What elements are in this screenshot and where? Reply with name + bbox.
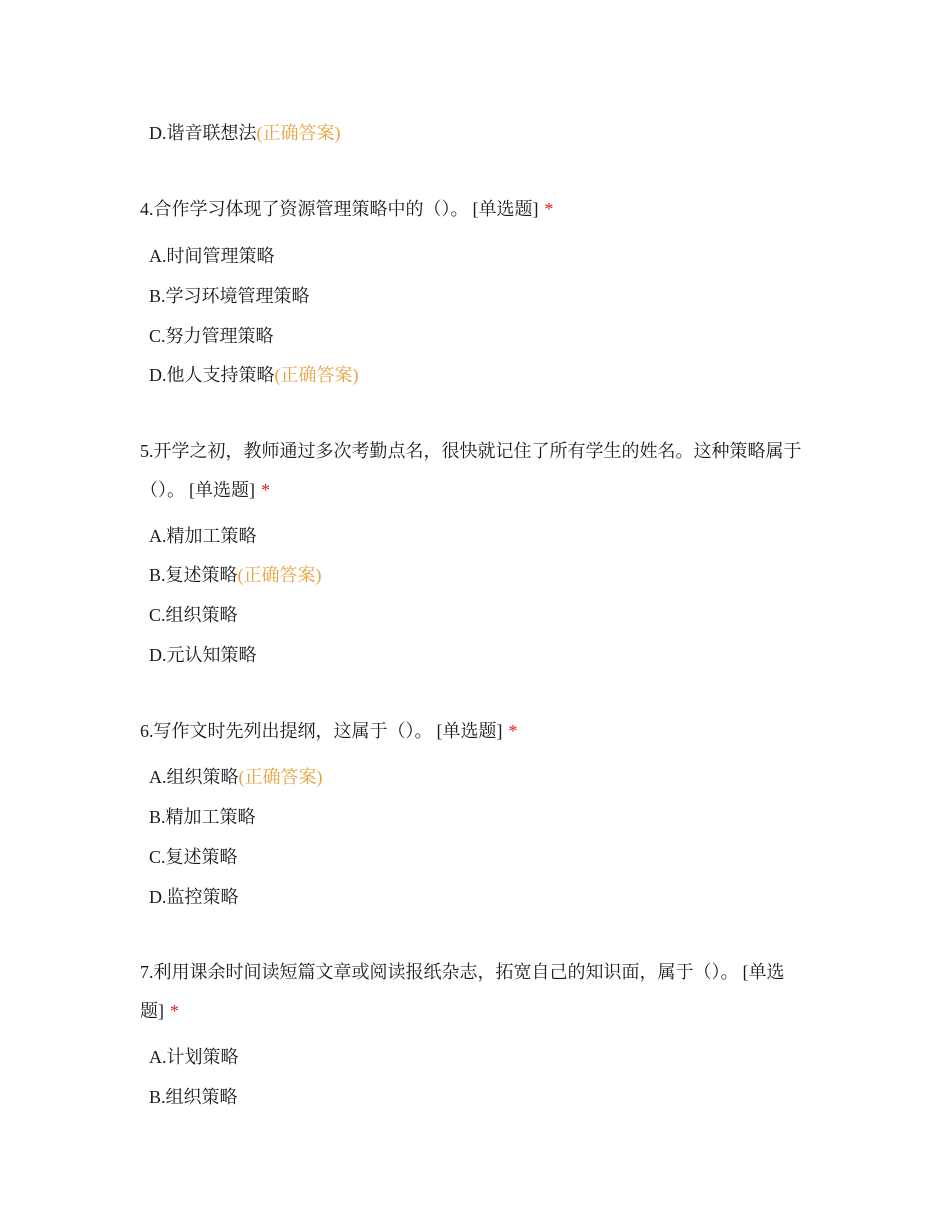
- option-label: C.组织策略: [149, 605, 238, 625]
- question-text: 合作学习体现了资源管理策略中的（）。: [153, 199, 469, 219]
- option-label: C.复述策略: [149, 847, 238, 867]
- option-4d[interactable]: [149, 363, 359, 387]
- question-6: [140, 712, 812, 751]
- option-4b[interactable]: [149, 284, 310, 308]
- option-label: A.精加工策略: [149, 526, 257, 546]
- option-5d[interactable]: [149, 643, 257, 667]
- correct-answer-marker: (正确答案): [237, 565, 322, 585]
- option-label: D.元认知策略: [149, 645, 257, 665]
- question-5: [140, 432, 812, 510]
- question-text: 利用课余时间读短篇文章或阅读报纸杂志，拓宽自己的知识面，属于（）。: [153, 962, 739, 982]
- option-5c[interactable]: [149, 603, 238, 627]
- question-number: 4.: [140, 199, 154, 219]
- question-type: [单选题]: [472, 199, 539, 219]
- correct-answer-marker: (正确答案): [274, 365, 359, 385]
- option-label: A.时间管理策略: [149, 246, 275, 266]
- question-type: [单选题]: [436, 721, 503, 741]
- option-6c[interactable]: [149, 845, 238, 869]
- required-marker: *: [170, 1001, 179, 1021]
- option-6d[interactable]: [149, 885, 239, 909]
- correct-answer-marker: (正确答案): [238, 767, 323, 787]
- question-type: [单选题]: [189, 480, 255, 500]
- option-4a[interactable]: [149, 244, 275, 268]
- question-7: [140, 953, 812, 1031]
- question-4: [140, 190, 812, 229]
- option-7a[interactable]: [149, 1045, 239, 1069]
- option-label: B.精加工策略: [149, 807, 256, 827]
- option-label: A.计划策略: [149, 1047, 239, 1067]
- question-number: 7.: [140, 962, 154, 982]
- option-6a[interactable]: [149, 765, 323, 789]
- question-type: [单选题]: [140, 962, 785, 1021]
- option-label: A.组织策略: [149, 767, 239, 787]
- question-text: 开学之初，教师通过多次考勤点名，很快就记住了所有学生的姓名。这种策略属于（）。: [140, 441, 802, 500]
- question-number: 5.: [140, 441, 154, 461]
- required-marker: *: [261, 480, 270, 500]
- option-label: D.他人支持策略: [149, 365, 275, 385]
- option-label: C.努力管理策略: [149, 326, 274, 346]
- option-5a[interactable]: [149, 524, 257, 548]
- option-label: D.谐音联想法: [149, 123, 257, 143]
- option-6b[interactable]: [149, 805, 256, 829]
- required-marker: *: [508, 721, 518, 741]
- option-label: B.组织策略: [149, 1087, 238, 1107]
- required-marker: *: [544, 199, 554, 219]
- option-label: B.复述策略: [149, 565, 238, 585]
- correct-answer-marker: (正确答案): [256, 123, 341, 143]
- question-text: 写作文时先列出提纲，这属于（）。: [153, 721, 433, 741]
- option-prev-d[interactable]: [149, 121, 341, 145]
- option-4c[interactable]: [149, 324, 274, 348]
- option-7b[interactable]: [149, 1085, 238, 1109]
- option-label: D.监控策略: [149, 887, 239, 907]
- option-label: B.学习环境管理策略: [149, 286, 310, 306]
- option-5b[interactable]: [149, 563, 322, 587]
- question-number: 6.: [140, 721, 154, 741]
